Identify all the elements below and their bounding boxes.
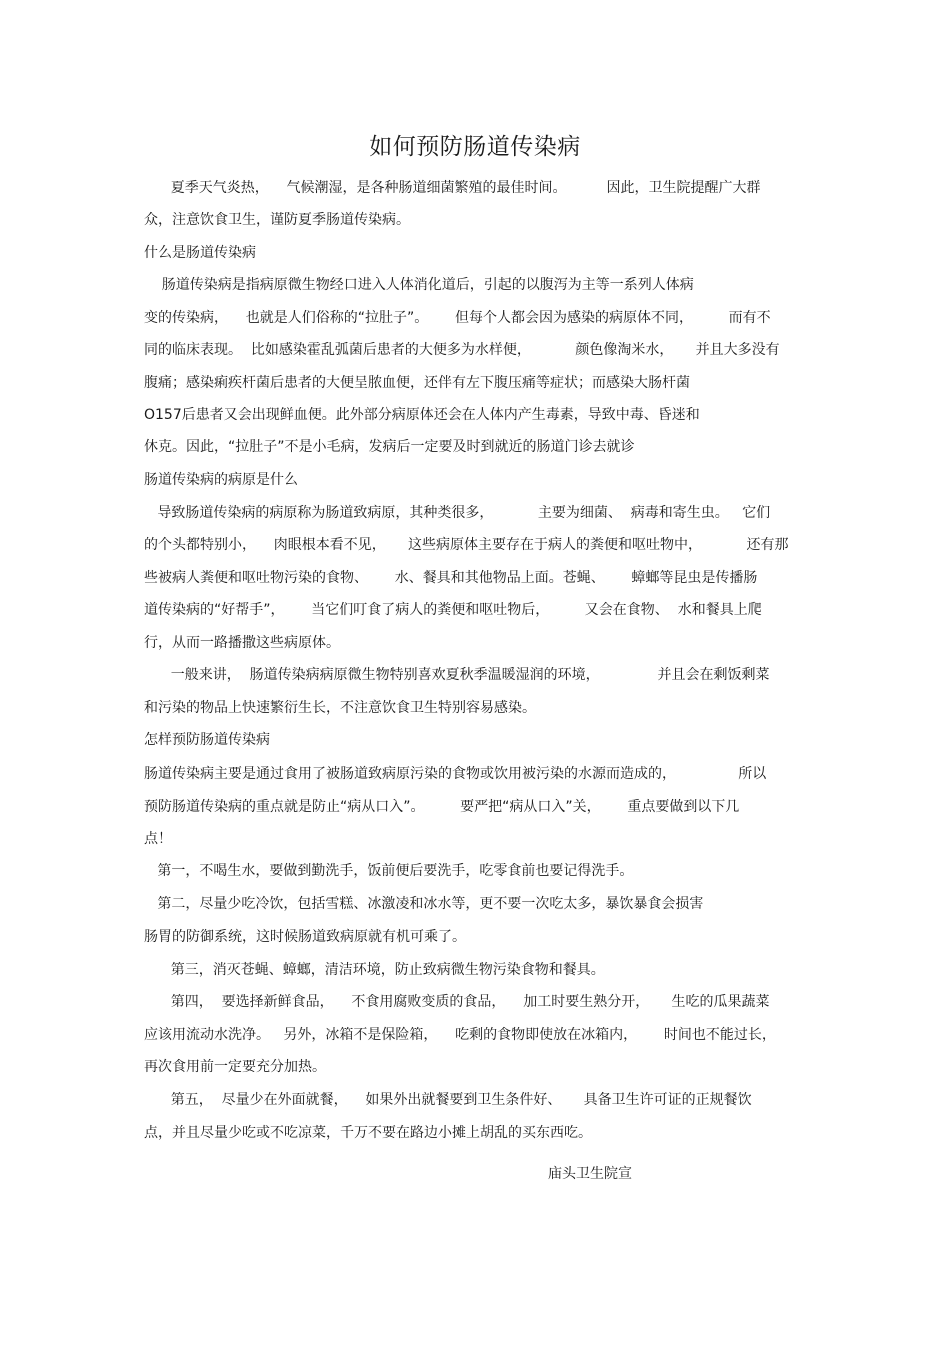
text-line: 休克。因此，“拉肚子”不是小毛病，发病后一定要及时到就近的肠道门诊去就诊: [144, 439, 635, 455]
text-line: 肠胃的防御系统，这时候肠道致病原就有机可乘了。: [144, 929, 466, 945]
text-line: 变的传染病， 也就是人们俗称的“拉肚子”。 但每个人都会因为感染的病原体不同， 而有不: [144, 310, 771, 326]
signature: 庙头卫生院宣: [548, 1166, 632, 1182]
text-line: 些被病人粪便和呕吐物污染的食物、 水、餐具和其他物品上面。苍蝇、 蟑螂等昆虫是传播肠: [144, 570, 758, 586]
text-line: 怎样预防肠道传染病: [144, 732, 270, 748]
text-line: 第二，尽量少吃冷饮，包括雪糕、冰激凌和冰水等，更不要一次吃太多，暴饮暴食会损害: [144, 896, 704, 912]
text-line: O157后患者又会出现鲜血便。此外部分病原体还会在人体内产生毒素，导致中毒、昏迷和: [144, 407, 700, 423]
text-line: 一般来讲， 肠道传染病病原微生物特别喜欢夏秋季温暖湿润的环境， 并且会在剩饭剩菜: [144, 667, 770, 683]
text-line: 第五， 尽量少在外面就餐， 如果外出就餐要到卫生条件好、 具备卫生许可证的正规餐饮: [144, 1092, 752, 1108]
text-line: 再次食用前一定要充分加热。: [144, 1059, 326, 1075]
text-line: 点，并且尽量少吃或不吃凉菜，千万不要在路边小摊上胡乱的买东西吃。: [144, 1125, 592, 1141]
text-line: 导致肠道传染病的病原称为肠道致病原，其种类很多， 主要为细菌、 病毒和寄生虫。 它们: [144, 505, 771, 521]
text-line: 和污染的物品上快速繁衍生长，不注意饮食卫生特别容易感染。: [144, 700, 536, 716]
text-line: 什么是肠道传染病: [144, 245, 256, 261]
text-line: 预防肠道传染病的重点就是防止“病从口入”。 要严把“病从口入”关， 重点要做到以下几: [144, 799, 740, 815]
text-line: 的个头都特别小， 肉眼根本看不见， 这些病原体主要存在于病人的粪便和呕吐物中， 还有那: [144, 537, 789, 553]
text-line: 同的临床表现。 比如感染霍乱弧菌后患者的大便多为水样便， 颜色像淘米水， 并且大多没有: [144, 342, 780, 358]
text-line: 夏季天气炎热， 气候潮湿，是各种肠道细菌繁殖的最佳时间。 因此，卫生院提醒广大群: [144, 180, 761, 196]
text-line: 第三，消灭苍蝇、蟑螂，清洁环境，防止致病微生物污染食物和餐具。: [144, 962, 605, 978]
text-line: 腹痛；感染痢疾杆菌后患者的大便呈脓血便，还伴有左下腹压痛等症状；而感染大肠杆菌: [144, 375, 690, 391]
text-line: 肠道传染病是指病原微生物经口进入人体消化道后，引起的以腹泻为主等一系列人体病: [144, 277, 694, 293]
text-line: 肠道传染病的病原是什么: [144, 472, 298, 488]
text-line: 众，注意饮食卫生，谨防夏季肠道传染病。: [144, 212, 410, 228]
text-line: 第一，不喝生水，要做到勤洗手，饭前便后要洗手，吃零食前也要记得洗手。: [144, 863, 634, 879]
text-line: 道传染病的“好帮手”， 当它们叮食了病人的粪便和呕吐物后， 又会在食物、 水和餐具上爬: [144, 602, 762, 618]
text-line: 第四， 要选择新鲜食品， 不食用腐败变质的食品， 加工时要生熟分开， 生吃的瓜果蔬菜: [144, 994, 770, 1010]
text-line: 行，从而一路播撒这些病原体。: [144, 635, 340, 651]
text-line: 点！: [144, 831, 172, 847]
text-line: 应该用流动水洗净。 另外，冰箱不是保险箱， 吃剩的食物即使放在冰箱内， 时间也不能过长，: [144, 1027, 776, 1043]
text-line: 肠道传染病主要是通过食用了被肠道致病原污染的食物或饮用被污染的水源而造成的， 所以: [144, 766, 767, 782]
page-title: 如何预防肠道传染病: [369, 134, 581, 160]
